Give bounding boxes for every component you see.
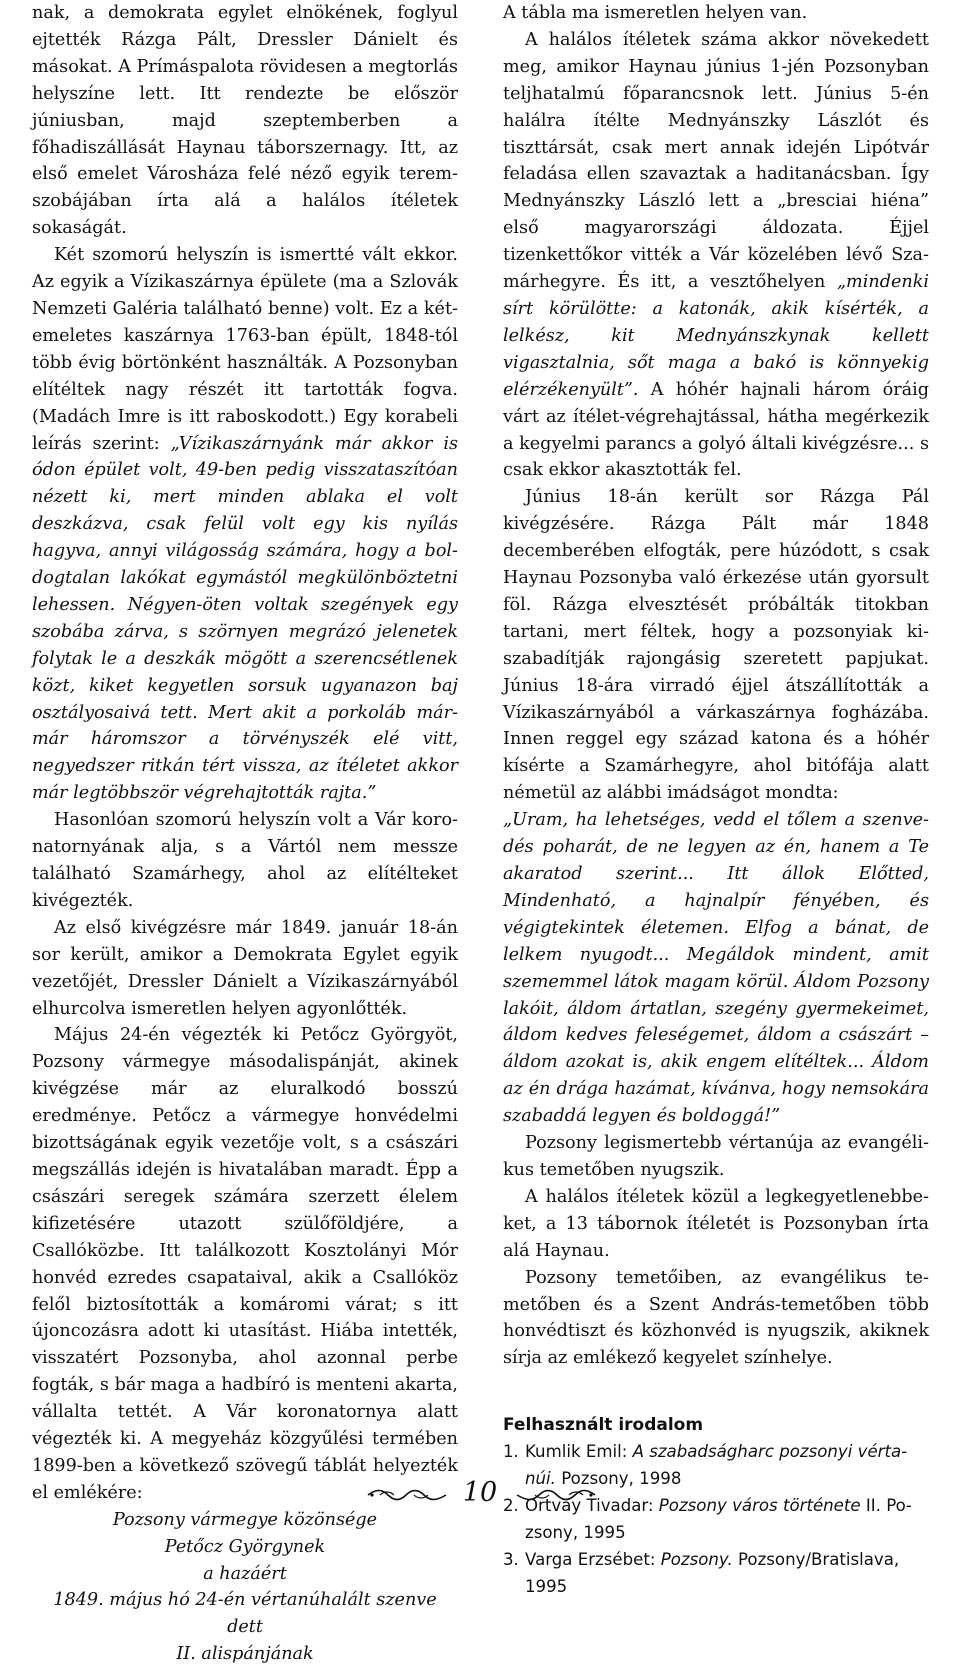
paragraph: A halálos ítéletek közül a legkegyetlenebbeket, a 13 tábornok ítéletét is Pozsonyban írta alá Haynau. <box>503 1186 929 1261</box>
reference-author: Ortvay Tivadar: <box>525 1496 659 1516</box>
reference-number: 1. <box>503 1442 519 1462</box>
quotation: „Vízikaszárnyánk már akkor is ódon épület volt, 49-ben pedig visszataszítóan nézett ki, mert minden ablaka el volt deszkázva, csak felül volt egy kis nyílás hagyva, annyi világosság számára, hogy a boldogtalan lakókat egymástól megkülönböztetni lehessen. Négyen-öten voltak szegények egy szobába zárva, s szörnyen megrázó jelenetek folytak le a deszkák mögött a szerencsétlenek közt, kiket kegyetlen sorsuk ugyanazon baj osztályosaivá tett. Mert akit a porkoláb már-már háromszor a törvényszék elé vitt, negyedszer ritkán tért vissza, az ítéletet akkor már legtöbbször végrehajtották rajta.” <box>32 433 459 804</box>
paragraph: Június 18-án került sor Rázga Pál kivégzésére. Rázga Pált már 1848 decemberében elfogták, pere húzódott, s csak Haynau Pozsonyba való érkezése után gyorsult föl. Rázga elvesztését próbálták titokban tartani, mert féltek, hogy a pozsonyiak kiszabadítják rajongásig szeretett papjukat. Június 18-ára virradó éjjel átszállították a Vízikaszárnyából a várkaszárnya fogházába. Innen reggel egy század katona és a hóhér kísérte a Szamárhegyre, ahol bitófája alatt németül az alábbi imádságot mondta: <box>503 487 929 804</box>
paragraph: nak, a demokrata egylet elnökének, foglyul ejtették Rázga Pált, Dressler Dánielt és másokat. A Prímáspalota rövidesen a megtorlás helyszíne lett. Itt rendezte be először júniusban, majd szeptemberben a főhadiszállását Haynau táborszernagy. Itt, az első emelet Városháza felé néző egyik teremszobájában írta alá a halálos ítéletek sokaságát. <box>32 3 458 239</box>
prayer-text: „Uram, ha lehetséges, vedd el tőlem a szenvedés poharát, de ne legyen az én, hanem a Te akaratod szerint... Itt állok Előtted, Mindenható, a hajnalpír fényében, és végigtekintek életemen. Elfog a bánat, de lelkem nyugodt... Megáldok mindent, amit szememmel látok magam körül. Áldom Pozsony lakóit, áldom ártatlan, szegény gyermekeimet, áldom kedves feleségemet, áldom a császárt – áldom azokat is, akik engem elítéltek... Áldom az én drága hazámat, kívánva, hogy nemsokára szabaddá legyen és boldoggá!” <box>503 810 929 1127</box>
paragraph: Pozsony temetőiben, az evangélikus temetőben és a Szent András-temetőben több honvédtiszt és közhonvéd is nyugszik, akiknek sírja az emlékező kegyelet színhelye. <box>503 1267 929 1369</box>
reference-title: Pozsony város története <box>658 1496 861 1516</box>
page-footer <box>0 1478 960 1508</box>
inscription-line: a hazáért <box>203 1563 287 1584</box>
right-column <box>503 0 929 1600</box>
quotation: „mindenki sírt körülötte: a katonák, akik kísérték, a lelkész, kit Mednyánszkynak kellett vigasztalnia, sőt maga a bakó is könnyekig elérzékenyült”. <box>503 272 929 400</box>
inscription-line: Petőcz Györgynek <box>164 1536 326 1557</box>
reference-number: 3. <box>503 1550 519 1570</box>
reference-title: A szabadságharc pozsonyi vértanúi. <box>525 1442 908 1489</box>
paragraph: A tábla ma ismeretlen helyen van. <box>503 3 808 23</box>
flourish-ornament-icon <box>366 1488 448 1502</box>
reference-details: Pozsony, 1998 <box>555 1469 682 1489</box>
memorial-inscription <box>32 1507 458 1668</box>
reference-author: Kumlik Emil: <box>525 1442 633 1462</box>
inscription-line: dett <box>227 1617 263 1638</box>
inscription-line: Pozsony vármegye közönsége <box>112 1509 378 1530</box>
paragraph: Május 24-én végezték ki Petőcz Györgyöt, Pozsony vármegye másodalispánját, akinek kivégzése már az eluralkodó bosszú eredménye. Petőcz a vármegye honvédelmi bizottságának egyik vezetője volt, s a császári megszállás idején is hivatalában maradt. Épp a császári seregek számára szerzett élelem kifizetésére utazott szülőföldjére, a Csallóközbe. Itt találkozott Kosztolányi Mór honvéd ezredes csapataival, akik a Csallóköz felől biztosították a komáromi várat; s itt újoncozásra adott ki utasítást. Hiába intették, visszatért Pozsonyba, ahol azonnal perbe fogták, s bár maga a hadbíró is menteni akarta, vállalta tettét. A Vár koronatornya alatt végezték ki. A megyeház közgyűlési termében 1899-ben a következő szövegű táblát helyezték el emlékére: <box>32 1025 458 1503</box>
prayer-quote <box>503 807 929 1130</box>
paragraph-text: Két szomorú helyszín is ismertté vált ekkor. Az egyik a Vízikaszárnya épülete (ma a Szlovák Nemzeti Galéria található benne) volt. Ez a kétemeletes kaszárnya 1763-ban épült, 1848-tól több évig börtönként használták. A Pozsonyban elítéltek nagy részét itt tartották fogva. (Madách Imre is itt raboskodott.) Egy korabeli leírás szerint: <box>32 245 458 454</box>
reference-details: Pozsony/Bratislava, 1995 <box>525 1550 900 1597</box>
inscription-line: 1849. május hó 24-én vértanúhalált szenve <box>53 1590 437 1611</box>
paragraph-text: A halálos ítéletek száma akkor növekedett meg, amikor Haynau június 1-jén Pozsonyban teljhatalmú főparancsnok lett. Június 5-én halálra ítélte Mednyánszky Lászlót és tiszttársát, csak mert annak idején Lipótvár feladása ellen szavaztak a haditanácsban. Így Mednyánszky László lett a „bresciai hiéna” első magyarországi áldozata. Éjjel tizenkettőkor vitték a Vár közelében lévő Szamárhegyre. És itt, a vesztőhelyen <box>503 29 929 293</box>
reference-number: 2. <box>503 1496 519 1516</box>
reference-author: Varga Erzsébet: <box>525 1550 661 1570</box>
reference-item <box>503 1546 929 1600</box>
paragraph: Hasonlóan szomorú helyszín volt a Vár koronatornyának alja, s a Vártól nem messze található Szamárhegy, ahol az elítélteket kivégezték. <box>32 810 458 911</box>
page-number: 10 <box>462 1477 498 1508</box>
reference-title: Pozsony. <box>660 1550 733 1570</box>
references-heading: Felhasznált irodalom <box>503 1415 704 1436</box>
paragraph-text: A hóhér hajnali három óráig várt az ítélet-végrehajtással, hátha megérkezik a kegyelmi parancs a golyó általi kivégzésre... s csak ekkor akasztották fel. <box>503 379 929 481</box>
inscription-line: II. alispánjának <box>176 1644 314 1665</box>
reference-details: II. Pozsony, 1995 <box>525 1496 912 1543</box>
paragraph: Az első kivégzésre már 1849. január 18-án sor került, amikor a Demokrata Egylet egyik vezetőjét, Dressler Dánielt a Vízikaszárnyából elhurcolva ismeretlen helyen agyonlőtték. <box>32 917 458 1019</box>
references-list <box>503 1438 929 1600</box>
paragraph <box>503 27 929 484</box>
flourish-ornament-icon <box>515 1488 597 1502</box>
paragraph <box>32 242 458 807</box>
paragraph: Pozsony legismertebb vértanúja az evangélikus temetőben nyugszik. <box>503 1133 929 1180</box>
left-column <box>32 0 458 1668</box>
